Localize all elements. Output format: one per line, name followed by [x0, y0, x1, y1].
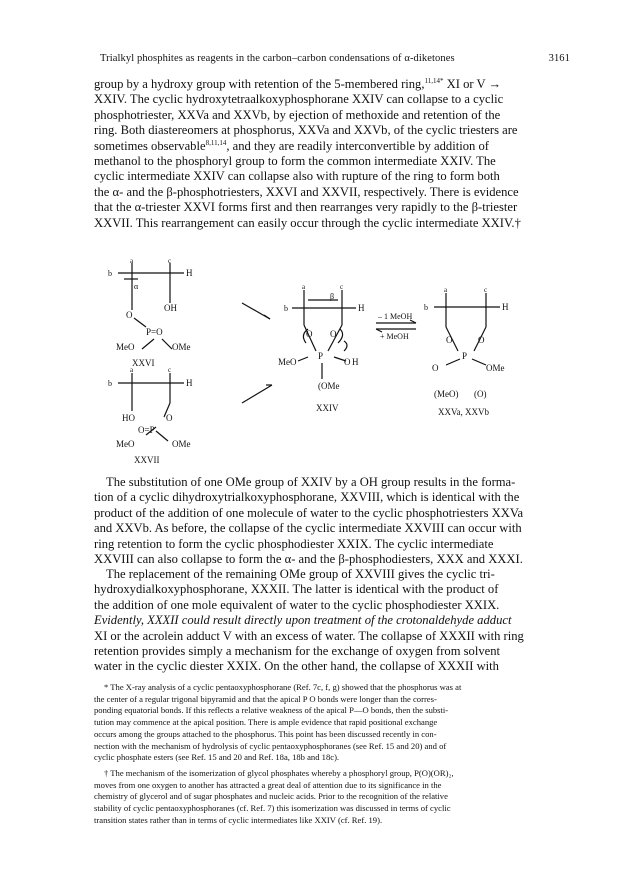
label-o-paren: (O) [474, 389, 487, 399]
text-line: and XXVb. As before, the collapse of the cyclic intermediate XXVIII can occur with [94, 521, 522, 536]
text-line: XI or the acrolein adduct V with an excess of water. The collapse of XXXII with ring [94, 628, 524, 643]
footnote-line: the center of a regular trigonal bipyramid and that the apical P O bonds were longer than the corres- [94, 693, 437, 704]
text-line: XXVII. This rearrangement can easily occur through the cyclic intermediate XXIV.† [94, 215, 521, 230]
atom-o-eq-p: O=P [138, 425, 155, 435]
label-a: a [130, 366, 134, 374]
atom-oh: OH [164, 303, 177, 313]
text-line: product of the addition of one molecule of water to the cyclic phosphotriesters XXVa [94, 505, 524, 520]
footnote-line: nection with the mechanism of hydrolysis of cyclic pentaoxyphosphoranes (see Ref. 15 and 20) and of [94, 740, 447, 751]
atom-ome: OMe [486, 363, 505, 373]
footnote-line: ponding equatorial bonds. If this reflects a relative weakness of the apical P—O bonds, then the substi- [94, 705, 449, 716]
atom-ome: (OMe [318, 381, 340, 391]
text-line: retention provides simply a mechanism for the exchange of oxygen from solvent [94, 644, 501, 659]
atom-o: O [432, 363, 439, 373]
atom-o: O [126, 310, 133, 320]
text-line: The substitution of one OMe group of XXIV by a OH group results in the forma- [106, 475, 516, 489]
text-line: XXIV. The cyclic hydroxytetraalkoxyphosphorane XXIV can collapse to a cyclic [94, 92, 504, 107]
paragraph-3 [94, 567, 568, 675]
atom-meo: MeO [278, 357, 297, 367]
text-line: cyclic intermediate XXIV can collapse also with rupture of the ring to form both [94, 169, 500, 184]
label-h: H [186, 268, 193, 278]
label-c: c [340, 283, 344, 291]
text-line: sometimes observable$^{8,11,14}$, and they are readily interconvertible by addition of [94, 138, 489, 153]
compound-label-xxv: XXVa, XXVb [438, 407, 489, 417]
label-b: b [108, 269, 112, 278]
footnote-line: cyclic phosphate esters (see Ref. 15 and 20 and Ref. 18a, 18b and 18c). [94, 752, 340, 763]
footnote-line: moves from one oxygen to another has attracted a great deal of attention due to its significance in the [94, 779, 442, 790]
atom-o: O [166, 413, 173, 423]
text-line: phosphotriester, XXVa and XXVb, by ejection of methoxide and retention of the [94, 107, 501, 122]
compound-label-xxvi: XXVI [132, 358, 155, 368]
atom-meo: MeO [116, 342, 135, 352]
atom-o: O [446, 335, 453, 345]
atom-o: O [306, 329, 313, 339]
text-line: the addition of one mole equivalent of water to the cyclic phosphodiester XXIX. [94, 597, 500, 612]
text-line: that the α-triester XXVI forms first and then rearranges very rapidly to the β-triester [94, 200, 518, 215]
label-h: H [358, 303, 365, 313]
footnote-dagger [94, 768, 568, 827]
atom-o: O [478, 335, 485, 345]
compound-label-xxvii: XXVII [134, 455, 160, 465]
footnote-line: stability of cyclic pentaoxyphosphoranes (cf. Ref. 7) this isomerization was discussed in terms of cyclic [94, 803, 451, 814]
page-number: 3161 [548, 53, 570, 64]
reference-superscript: 11,14* [424, 76, 444, 85]
text-line: ring. Both diastereomers at phosphorus, XXVa and XXVb, of the cyclic triesters are [94, 123, 518, 138]
running-title: Trialkyl phosphites as reagents in the carbon–carbon condensations of α-diketones [100, 53, 455, 64]
label-c: c [168, 257, 172, 265]
label-a: a [302, 283, 306, 291]
label-h: H [502, 302, 509, 312]
text-line: XXVIII can also collapse to form the α- and the β-phosphodiesters, XXX and XXXI. [94, 552, 523, 567]
atom-p: P [462, 351, 468, 361]
reference-superscript: 8,11,14 [205, 138, 227, 147]
atom-ome: OMe [172, 342, 191, 352]
text-line: water in the cyclic diester XXIX. On the other hand, the collapse of XXXII with [94, 659, 499, 674]
text-line: methanol to the phosphoryl group to form the common intermediate XXIV. The [94, 154, 496, 169]
text-line: the α- and the β-phosphotriesters, XXVI and XXVII, respectively. There is evidence [94, 184, 519, 199]
label-c: c [168, 366, 172, 374]
equilibrium-label-top: – 1 MeOH [378, 312, 413, 321]
footnote-line: occurs among the groups attached to the phosphorus. This point has been discussed recently in con- [94, 728, 437, 739]
footnote-line: chemistry of glycerol and of sugar phosphates and nucleic acids. Prior to the recognition of the relative [94, 791, 448, 802]
text-line: Evidently, XXXII could result directly upon treatment of the crotonaldehyde adduct [94, 613, 512, 628]
label-a: a [130, 257, 134, 265]
compound-label-xxiv: XXIV [316, 403, 339, 413]
label-b: b [424, 303, 428, 312]
atom-o: O [330, 329, 337, 339]
running-header [100, 53, 570, 64]
atom-ome: OMe [172, 439, 191, 449]
footnote-line: transition states rather than in terms of cyclic intermediates like XXIV (cf. Ref. 19). [94, 814, 383, 825]
footnote-line: † The mechanism of the isomerization of glycol phosphates whereby a phosphoryl group, P(O)(OR)₂, [104, 768, 454, 778]
label-h: H [352, 357, 359, 367]
equilibrium-label-bottom: + MeOH [380, 332, 409, 341]
footnote-asterisk [94, 682, 568, 764]
text-line: group by a hydroxy group with retention of the 5-membered ring,$^{11,14*}$ XI or V → [94, 76, 502, 91]
atom-meo: MeO [116, 439, 135, 449]
paragraph-2 [94, 475, 568, 567]
label-meo-paren: (MeO) [434, 389, 459, 399]
atom-ho: HO [122, 413, 135, 423]
label-h: H [186, 378, 193, 388]
scheme-drawing [94, 255, 568, 465]
text-line: The replacement of the remaining OMe group of XXVIII gives the cyclic tri- [106, 567, 495, 581]
footnote-line: tution may commence at the apical position. There is ample evidence that rapid positional exchange [94, 717, 438, 728]
text-line: ring retention to form the cyclic phosphodiester XXIX. The cyclic intermediate [94, 536, 494, 551]
label-b: b [284, 304, 288, 313]
label-beta: β [330, 292, 335, 301]
reaction-scheme [94, 255, 568, 465]
atom-o: O [344, 357, 351, 367]
label-b: b [108, 379, 112, 388]
atom-p-eq-o: P=O [146, 327, 163, 337]
text-line: hydroxydialkoxyphosphorane, XXXII. The latter is identical with the product of [94, 582, 499, 597]
label-alpha: α [134, 282, 139, 291]
label-a: a [444, 286, 448, 294]
top-paragraph [94, 77, 568, 231]
atom-p: P [318, 351, 324, 361]
text-line: tion of a cyclic dihydroxytrialkoxyphosphorane, XXVIII, which is identical with the [94, 490, 520, 505]
label-c: c [484, 286, 488, 294]
footnote-line: * The X-ray analysis of a cyclic pentaoxyphosphorane (Ref. 7c, f, g) showed that the phosphorus was at [104, 682, 462, 692]
